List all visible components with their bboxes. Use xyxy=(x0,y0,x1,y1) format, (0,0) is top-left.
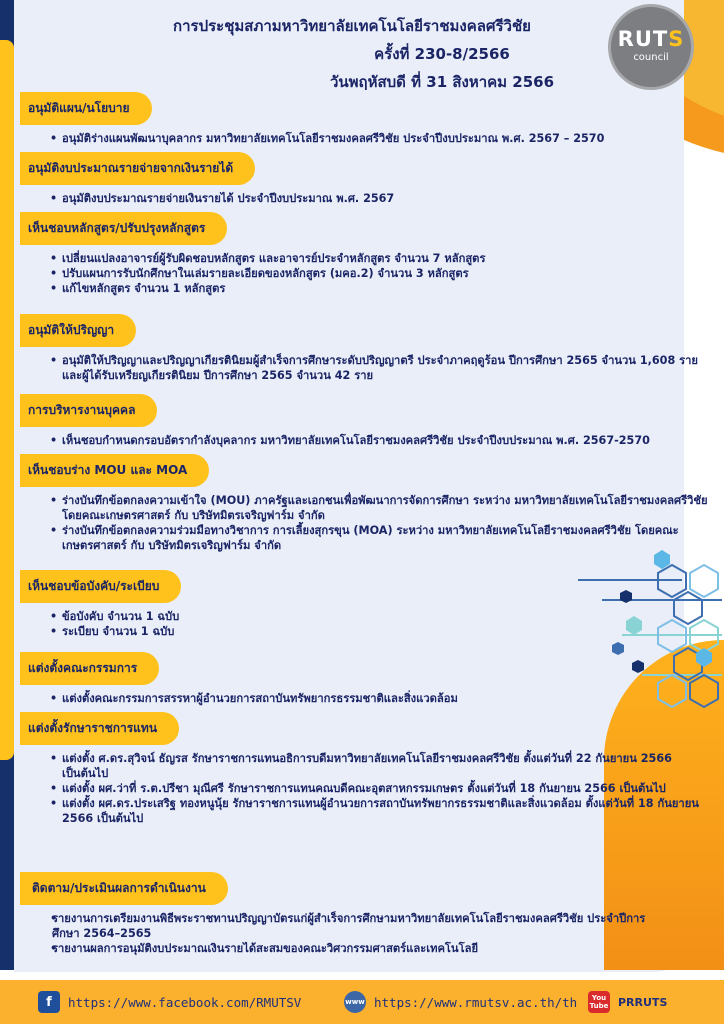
section-approve-plan xyxy=(20,92,604,146)
list-item: • เห็นชอบกำหนดกรอบอัตรากำลังบุคลากร มหาวิทยาลัยเทคโนโลยีราชมงคลศรีวิชัย ประจำปีงบประมาณ พ.ศ. 2567-2570 xyxy=(20,433,650,448)
globe-icon: www xyxy=(344,991,366,1013)
section-committee xyxy=(20,652,458,706)
section-approve-budget xyxy=(20,152,394,206)
list-item: • อนุมัติงบประมาณรายจ่ายเงินรายได้ ประจำปีงบประมาณ พ.ศ. 2567 xyxy=(20,191,394,206)
youtube-label: PRRUTS xyxy=(618,995,668,1009)
section-heading: ติดตาม/ประเมินผลการดำเนินงาน xyxy=(20,872,228,905)
hexagon-network-decoration xyxy=(572,530,724,730)
section-heading: แต่งตั้งรักษาราชการแทน xyxy=(20,712,179,745)
list-item: • แต่งตั้งคณะกรรมการสรรหาผู้อำนวยการสถาบันทรัพยากรธรรมชาติและสิ่งแวดล้อม xyxy=(20,691,458,706)
section-acting-positions xyxy=(20,712,700,826)
section-mou-moa xyxy=(20,454,710,553)
section-heading: อนุมัติแผน/นโยบาย xyxy=(20,92,152,125)
list-item: • แต่งตั้ง ศ.ดร.สุวิจน์ ธัญรส รักษาราชการแทนอธิการบดีมหาวิทยาลัยเทคโนโลยีราชมงคลศรีวิชัย ตั้งแต่วันที่ 22 กันยายน 2566 เป็นต้นไป xyxy=(20,751,700,781)
section-degrees xyxy=(20,314,700,383)
list-item: • แต่งตั้ง ผศ.ดร.ประเสริฐ ทองหนูนุ้ย รักษาราชการแทนผู้อำนวยการสถาบันทรัพยากรธรรมชาติและสิ่งแวดล้อม ตั้งแต่วันที่ 18 กันยายน 2566 เป็นต้นไป xyxy=(20,796,700,826)
list-item: • ร่างบันทึกข้อตกลงความร่วมมือทางวิชาการ การเลี้ยงสุกรขุน (MOA) ระหว่าง มหาวิทยาลัยเทคโนโลยีราชมงคลศรีวิชัย โดยคณะเกษตรศาสตร์ กับ บริษัทมิตรเจริญฟาร์ม จำกัด xyxy=(20,523,710,553)
section-heading: แต่งตั้งคณะกรรมการ xyxy=(20,652,159,685)
section-heading: อนุมัติให้ปริญญา xyxy=(20,314,136,347)
website-link[interactable] xyxy=(344,990,577,1014)
list-item: • ข้อบังคับ จำนวน 1 ฉบับ xyxy=(20,609,181,624)
list-item: • รายงานการเตรียมงานพิธีพระราชทานปริญญาบัตรแก่ผู้สำเร็จการศึกษามหาวิทยาลัยเทคโนโลยีราชมงคลศรีวิชัย ประจำปีการศึกษา 2564–2565 xyxy=(20,911,670,941)
section-personnel xyxy=(20,394,650,448)
section-curriculum xyxy=(20,212,485,296)
list-item: • แก้ไขหลักสูตร จำนวน 1 หลักสูตร xyxy=(20,281,485,296)
list-item: • อนุมัติร่างแผนพัฒนาบุคลากร มหาวิทยาลัยเทคโนโลยีราชมงคลศรีวิชัย ประจำปีงบประมาณ พ.ศ. 2567 – 2570 xyxy=(20,131,604,146)
youtube-icon: You Tube xyxy=(588,991,610,1013)
section-monitoring xyxy=(20,872,670,956)
section-heading: อนุมัติงบประมาณรายจ่ายจากเงินรายได้ xyxy=(20,152,255,185)
section-heading: เห็นชอบหลักสูตร/ปรับปรุงหลักสูตร xyxy=(20,212,227,245)
list-item: • ร่างบันทึกข้อตกลงความเข้าใจ (MOU) ภาครัฐและเอกชนเพื่อพัฒนาการจัดการศึกษา ระหว่าง มหาวิทยาลัยเทคโนโลยีราชมงคลศรีวิชัย โดยคณะเกษตรศาสตร์ กับ บริษัทมิตรเจริญฟาร์ม จำกัด xyxy=(20,493,710,523)
section-heading: เห็นชอบร่าง MOU และ MOA xyxy=(20,454,209,487)
facebook-url: https://www.facebook.com/RMUTSV xyxy=(68,994,302,1010)
list-item: • แต่งตั้ง ผศ.ว่าที่ ร.ต.ปรีชา มุณีศรี รักษาราชการแทนคณบดีคณะอุตสาหกรรมเกษตร ตั้งแต่วันที่ 18 กันยายน 2566 เป็นต้นไป xyxy=(20,781,700,796)
facebook-link[interactable] xyxy=(38,990,301,1014)
meeting-title: การประชุมสภามหาวิทยาลัยเทคโนโลยีราชมงคลศรีวิชัย xyxy=(173,17,531,35)
meeting-session: ครั้งที่ 230-8/2566 xyxy=(374,45,510,63)
meeting-date: วันพฤหัสบดี ที่ 31 สิงหาคม 2566 xyxy=(329,73,555,91)
list-item: • เปลี่ยนแปลงอาจารย์ผู้รับผิดชอบหลักสูตร และอาจารย์ประจำหลักสูตร จำนวน 7 หลักสูตร xyxy=(20,251,485,266)
section-regulations xyxy=(20,570,181,639)
list-item: • ระเบียบ จำนวน 1 ฉบับ xyxy=(20,624,181,639)
facebook-icon: f xyxy=(38,991,60,1013)
website-url: https://www.rmutsv.ac.th/th xyxy=(374,994,578,1010)
ruts-council-logo: RUTS council xyxy=(608,4,694,90)
section-heading: การบริหารงานบุคคล xyxy=(20,394,157,427)
list-item: • รายงานผลการอนุมัติงบประมาณเงินรายได้สะสมของคณะวิศวกรรมศาสตร์และเทคโนโลยี xyxy=(20,941,670,956)
list-item: • อนุมัติให้ปริญญาและปริญญาเกียรตินิยมผู้สำเร็จการศึกษาระดับปริญญาตรี ประจำภาคฤดูร้อน ปีการศึกษา 2565 จำนวน 1,608 ราย และผู้ได้รับเหรียญเกียรตินิยม ปีการศึกษา 2565 จำนวน 42 ราย xyxy=(20,353,700,383)
section-heading: เห็นชอบข้อบังคับ/ระเบียบ xyxy=(20,570,181,603)
list-item: • ปรับแผนการรับนักศึกษาในเล่มรายละเอียดของหลักสูตร (มคอ.2) จำนวน 3 หลักสูตร xyxy=(20,266,485,281)
footer-bar xyxy=(0,980,724,1024)
youtube-link[interactable] xyxy=(588,990,667,1014)
